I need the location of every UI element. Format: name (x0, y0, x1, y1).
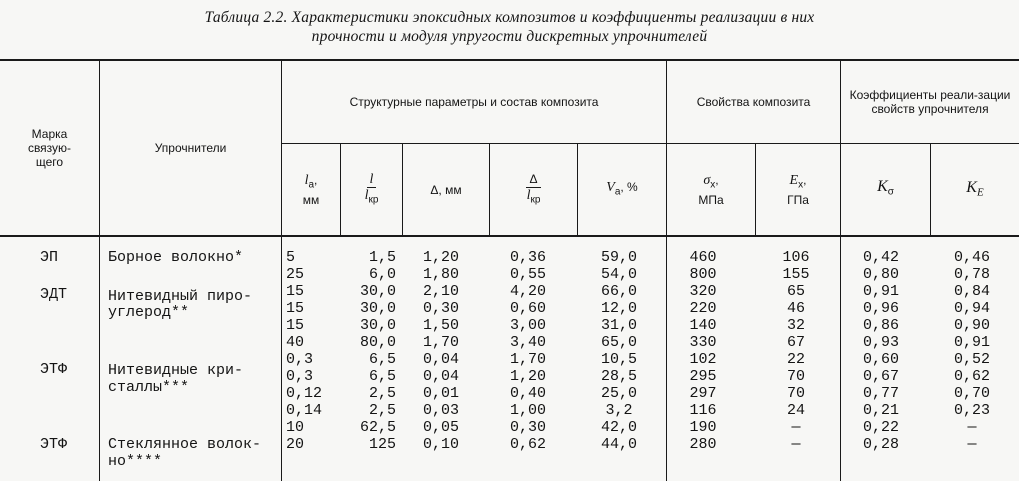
table-cell: 0,84 (953, 283, 990, 300)
ex-subscript: x (798, 179, 804, 191)
header-binder-text: Марка связую-щего (27, 126, 72, 169)
table-cell: 70 (786, 385, 805, 402)
table-cell: 297 (689, 385, 717, 402)
table-cell: 0,78 (953, 266, 990, 283)
dr-numerator: Δ (526, 172, 540, 188)
table-cell: 0,03 (422, 402, 459, 419)
table-cell: 0,55 (509, 266, 546, 283)
table-cell: 3,40 (509, 334, 546, 351)
header-delta-over-lkr (490, 145, 577, 235)
table-cell: 460 (689, 249, 717, 266)
reinforcer-label: Нитевидные кри- (108, 362, 244, 379)
table-cell: 66,0 (600, 283, 637, 300)
table-cell: 0,62 (953, 368, 990, 385)
binder-label: ЭТФ (40, 361, 68, 378)
la-unit: мм (302, 192, 320, 207)
rule-group-struct (281, 143, 666, 144)
table-cell: — (791, 436, 801, 453)
reinforcer-label: Стеклянное волок- (108, 436, 262, 453)
reinforcer-label: но**** (108, 453, 163, 470)
table-cell: 42,0 (600, 419, 637, 436)
table-cell: 1,50 (422, 317, 459, 334)
table-cell: 330 (689, 334, 717, 351)
table-cell: 0,96 (862, 300, 899, 317)
table-cell: 116 (689, 402, 717, 419)
table-cell: 320 (689, 283, 717, 300)
dr-denominator: l (526, 188, 531, 204)
table-cell: 24 (786, 402, 805, 419)
table-cell: 15 (286, 317, 305, 334)
table-cell: 59,0 (600, 249, 637, 266)
table-cell: 1,5 (368, 249, 396, 266)
table-cell: 0,22 (862, 419, 899, 436)
table-cell: 12,0 (600, 300, 637, 317)
table-cell: 0,28 (862, 436, 899, 453)
table-cell: 62,5 (359, 419, 396, 436)
ke-subscript: E (976, 186, 984, 199)
reinforcer-label: углерод** (108, 304, 190, 321)
table-cell: 0,30 (509, 419, 546, 436)
header-props-group-text: Свойства композита (696, 94, 811, 109)
va-symbol: V (606, 180, 615, 196)
table-cell: 0,67 (862, 368, 899, 385)
sx-unit: МПа (698, 192, 724, 207)
table-cell: 30,0 (359, 317, 396, 334)
header-coef-group-text: Коэффициенты реали-зации свойств упрочнителя (849, 87, 1011, 116)
table-cell: 6,0 (368, 266, 396, 283)
table-cell: 6,5 (368, 351, 396, 368)
table-cell: — (967, 419, 977, 436)
table-cell: 1,70 (422, 334, 459, 351)
table-cell: 0,90 (953, 317, 990, 334)
dr-subscript: кр (530, 194, 541, 206)
table-cell: 22 (786, 351, 805, 368)
table-cell: 15 (286, 283, 305, 300)
ks-symbol: K (877, 178, 888, 196)
header-binder (0, 60, 99, 235)
table-cell: 6,5 (368, 368, 396, 385)
table-cell: 0,62 (509, 436, 546, 453)
table-cell: 30,0 (359, 300, 396, 317)
rule-header-bottom (0, 235, 1019, 237)
table-cell: 31,0 (600, 317, 637, 334)
table-cell: 25,0 (600, 385, 637, 402)
table-cell: 80,0 (359, 334, 396, 351)
table-cell: 54,0 (600, 266, 637, 283)
ke-symbol: K (966, 178, 977, 196)
table-cell: 800 (689, 266, 717, 283)
table-cell: 4,20 (509, 283, 546, 300)
table-cell: 70 (786, 368, 805, 385)
table-cell: 0,14 (286, 402, 323, 419)
table-cell: 30,0 (359, 283, 396, 300)
table-cell: 20 (286, 436, 305, 453)
header-struct-group (282, 60, 666, 143)
table-cell: 1,20 (509, 368, 546, 385)
ex-symbol: E (789, 173, 799, 189)
binder-label: ЭДТ (40, 286, 68, 303)
la-subscript: а (308, 179, 315, 191)
table-cell: — (967, 436, 977, 453)
sx-symbol: σ (703, 173, 711, 189)
table-cell: 65,0 (600, 334, 637, 351)
ks-subscript: σ (887, 186, 894, 198)
va-unit: , % (620, 180, 638, 195)
table-cell: 0,3 (286, 351, 314, 368)
table-cell: 155 (782, 266, 810, 283)
table-caption (0, 8, 1019, 46)
table-cell: 44,0 (600, 436, 637, 453)
header-e-x: $E_x$, ГПа (787, 173, 809, 207)
table-cell: 0,70 (953, 385, 990, 402)
sx-subscript: x (710, 179, 716, 191)
table-cell: 0,91 (953, 334, 990, 351)
table-cell: 0,21 (862, 402, 899, 419)
table-cell: 0,40 (509, 385, 546, 402)
table-cell: 190 (689, 419, 717, 436)
lr-subscript: кр (368, 194, 379, 206)
lr-denominator: l (364, 188, 369, 204)
table-cell: 0,01 (422, 385, 459, 402)
table-cell: 2,5 (368, 402, 396, 419)
table-cell: 140 (689, 317, 717, 334)
lr-numerator: l (367, 172, 377, 188)
reinforcer-label: Нитевидный пиро- (108, 288, 253, 305)
table-cell: 0,46 (953, 249, 990, 266)
header-reinforcer (100, 60, 281, 235)
delta-label: Δ, мм (430, 183, 462, 197)
table-cell: 1,70 (509, 351, 546, 368)
table-cell: 32 (786, 317, 805, 334)
header-va (578, 145, 666, 235)
table-cell: 0,04 (422, 351, 459, 368)
reinforcer-label: сталлы*** (108, 379, 190, 396)
va-subscript: а (614, 186, 621, 198)
table-cell: 0,94 (953, 300, 990, 317)
header-sigma-x: $\sigma_x$, МПа (698, 173, 724, 207)
caption-line-1: Таблица 2.2. Характеристики эпоксидных композитов и коэффициенты реализации в них (204, 9, 815, 26)
table-cell: 106 (782, 249, 810, 266)
table-cell: 0,12 (286, 385, 323, 402)
table-cell: 295 (689, 368, 717, 385)
table-cell: 0,3 (286, 368, 314, 385)
table-cell: 280 (689, 436, 717, 453)
table-cell: 102 (689, 351, 717, 368)
table-cell: 28,5 (600, 368, 637, 385)
header-la: $l_а$, мм (302, 173, 320, 207)
table-cell: 0,86 (862, 317, 899, 334)
table-cell: 65 (786, 283, 805, 300)
table-cell: 0,77 (862, 385, 899, 402)
ex-unit: ГПа (787, 192, 809, 207)
table-cell: 125 (368, 436, 396, 453)
table-cell: 0,30 (422, 300, 459, 317)
table-cell: 0,23 (953, 402, 990, 419)
table-cell: 3,00 (509, 317, 546, 334)
table-cell: 1,80 (422, 266, 459, 283)
table-cell: 0,52 (953, 351, 990, 368)
table-cell: 15 (286, 300, 305, 317)
table-cell: 0,10 (422, 436, 459, 453)
table-cell: 10,5 (600, 351, 637, 368)
header-coef-group (841, 60, 1019, 143)
table-cell: 0,60 (509, 300, 546, 317)
table-cell: 0,42 (862, 249, 899, 266)
table-cell: 25 (286, 266, 305, 283)
binder-label: ЭП (40, 249, 59, 266)
table-cell: 1,00 (509, 402, 546, 419)
header-k-sigma (841, 145, 930, 235)
rule-group-props (666, 143, 840, 144)
reinforcer-label: Борное волокно* (108, 249, 244, 266)
table-cell: — (791, 419, 801, 436)
table-cell: 0,60 (862, 351, 899, 368)
table-cell: 2,5 (368, 385, 396, 402)
table-cell: 10 (286, 419, 305, 436)
table-cell: 0,36 (509, 249, 546, 266)
caption-line-2: прочности и модуля упругости дискретных упрочнителей (311, 28, 708, 45)
header-l-over-lkr (341, 145, 402, 235)
table-cell: 0,93 (862, 334, 899, 351)
la-symbol: l (304, 173, 309, 189)
header-reinforcer-text: Упрочнители (154, 140, 227, 155)
table-cell: 46 (786, 300, 805, 317)
table-cell: 0,05 (422, 419, 459, 436)
header-props-group (667, 60, 840, 143)
table-cell: 220 (689, 300, 717, 317)
binder-label: ЭТФ (40, 436, 68, 453)
header-k-e (931, 145, 1019, 235)
table-cell: 2,10 (422, 283, 459, 300)
table-cell: 1,20 (422, 249, 459, 266)
table-cell: 5 (286, 249, 296, 266)
table-cell: 0,91 (862, 283, 899, 300)
table-cell: 0,04 (422, 368, 459, 385)
table-cell: 40 (286, 334, 305, 351)
table-cell: 3,2 (605, 402, 633, 419)
header-struct-group-text: Структурные параметры и состав композита (349, 94, 599, 109)
table-cell: 67 (786, 334, 805, 351)
header-delta (403, 145, 489, 235)
table-cell: 0,80 (862, 266, 899, 283)
